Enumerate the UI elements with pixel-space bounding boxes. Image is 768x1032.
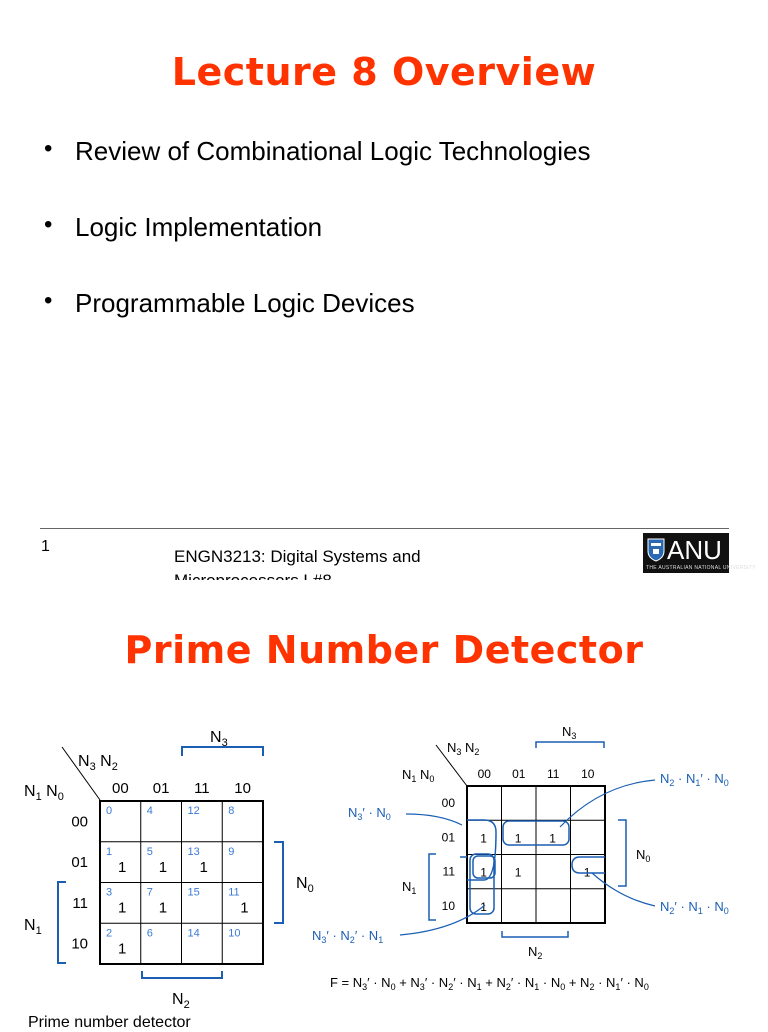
- bracket-bottom-label: $N_2$: [172, 991, 190, 1011]
- row-label: 00: [441, 796, 455, 811]
- slide-prime-number-detector: [0, 580, 768, 1031]
- minterm-index: 15: [187, 886, 200, 899]
- bracket-bottom-label: $N_2$: [528, 944, 543, 961]
- bullet-item: [44, 288, 591, 364]
- minterm-index: 4: [146, 805, 153, 817]
- minterm-index: 11: [228, 886, 240, 899]
- bullet-icon: •: [44, 211, 53, 238]
- col-label: 01: [152, 780, 170, 797]
- minterm-index: 1: [106, 845, 113, 858]
- cell-value: 1: [118, 899, 127, 917]
- cell-value: 1: [158, 899, 168, 917]
- bullet-item: [44, 212, 591, 288]
- cell-value: 1: [514, 865, 522, 880]
- term-label: $N_2' \cdot N_1 \cdot N_0$: [660, 899, 729, 916]
- crest-icon: [647, 538, 665, 562]
- col-label: 00: [112, 780, 129, 797]
- cell-value: 1: [240, 899, 249, 917]
- row-label: 01: [441, 830, 455, 845]
- term-label: $N_3' \cdot N_2' \cdot N_1$: [312, 928, 384, 945]
- callout-line: [406, 814, 462, 825]
- bracket-top: [536, 742, 604, 748]
- col-label: 10: [581, 767, 595, 781]
- bullet-icon: •: [44, 287, 53, 314]
- bullet-icon: •: [44, 135, 53, 162]
- logo-subtext: THE AUSTRALIAN NATIONAL UNIVERSITY: [646, 565, 756, 571]
- cell-value: 1: [118, 940, 127, 958]
- cell-value: 1: [549, 831, 556, 846]
- cell-value: 1: [480, 831, 487, 846]
- bracket-top-label: $N_3$: [562, 724, 577, 741]
- col-var-label: $N_3$ $N_2$: [447, 740, 480, 757]
- row-label: 10: [441, 898, 455, 913]
- bullet-text: Logic Implementation: [75, 212, 323, 242]
- bullet-text: Review of Combinational Logic Technologies: [75, 136, 591, 166]
- minterm-index: 7: [146, 886, 153, 899]
- cell-value: 1: [514, 831, 522, 846]
- left-kmap: [24, 729, 314, 1011]
- minterm-index: 5: [146, 845, 153, 858]
- cell-value: 1: [199, 858, 208, 876]
- bullet-item: [44, 136, 591, 212]
- minterm-index: 8: [228, 805, 235, 817]
- bracket-right: [274, 842, 283, 923]
- col-label: 11: [547, 767, 560, 781]
- footer-divider: [40, 528, 729, 529]
- col-label: 00: [477, 767, 491, 781]
- bracket-right-label: $N_0$: [296, 875, 314, 895]
- minterm-index: 10: [228, 927, 241, 940]
- right-kmap: [312, 724, 729, 992]
- cell-value: 1: [480, 865, 487, 880]
- row-label: 11: [442, 864, 455, 879]
- term-label: $N_3' \cdot N_0$: [348, 805, 391, 822]
- row-var-label: $N_1$ $N_0$: [402, 767, 435, 784]
- row-label: 10: [71, 935, 88, 953]
- col-var-label: $N_3$ $N_2$: [78, 753, 118, 773]
- cell-value: 1: [118, 858, 127, 876]
- col-label: 01: [512, 767, 526, 781]
- bullet-text: Programmable Logic Devices: [75, 288, 415, 318]
- bracket-left: [429, 854, 436, 920]
- anu-logo: [643, 533, 756, 573]
- row-label: 11: [72, 894, 88, 912]
- kmap-figure: [0, 580, 768, 1024]
- bracket-right-label: $N_0$: [636, 847, 651, 864]
- minterm-index: 14: [187, 927, 200, 940]
- slide-title: Prime Number Detector: [124, 628, 644, 672]
- term-label: $N_2 \cdot N_1' \cdot N_0$: [660, 771, 729, 788]
- logo-text: ANU: [667, 535, 722, 565]
- minterm-index: 9: [228, 845, 235, 858]
- minterm-index: 0: [106, 805, 113, 817]
- minterm-index: 12: [187, 805, 200, 817]
- bracket-left-label: $N_1$: [24, 917, 42, 937]
- cell-value: 1: [158, 858, 168, 876]
- equation: $F = N_3' \cdot N_0 + N_3' \cdot N_2' \cdot N_1 + N_2' \cdot N_1 \cdot N_0 + N_2 \cdot N_1' \cdot N_0$: [330, 975, 649, 992]
- minterm-index: 2: [106, 927, 113, 940]
- cell-value: 1: [480, 899, 487, 914]
- row-label: 01: [71, 854, 88, 872]
- course-footer: ENGN3213: Digital Systems and: [174, 547, 421, 566]
- bracket-bottom: [142, 971, 222, 978]
- callout-line: [592, 873, 655, 906]
- cell-value: 1: [583, 865, 591, 880]
- slide-title: Lecture 8 Overview: [171, 50, 597, 94]
- minterm-index: 13: [187, 845, 200, 858]
- col-label: 11: [194, 780, 210, 797]
- page-number: 1: [41, 538, 50, 555]
- bracket-left: [58, 882, 66, 963]
- col-label: 10: [234, 780, 251, 797]
- minterm-index: 6: [146, 927, 153, 940]
- bracket-bottom: [502, 931, 568, 937]
- row-var-label: $N_1$ $N_0$: [24, 783, 64, 803]
- bracket-right: [618, 820, 626, 886]
- bottom-caption: Prime number detector: [28, 1014, 191, 1031]
- bracket-left-label: $N_1$: [402, 879, 417, 896]
- bullet-list: [44, 136, 591, 364]
- minterm-index: 3: [106, 886, 113, 899]
- row-label: 00: [71, 813, 88, 831]
- bracket-top-label: $N_3$: [210, 729, 228, 749]
